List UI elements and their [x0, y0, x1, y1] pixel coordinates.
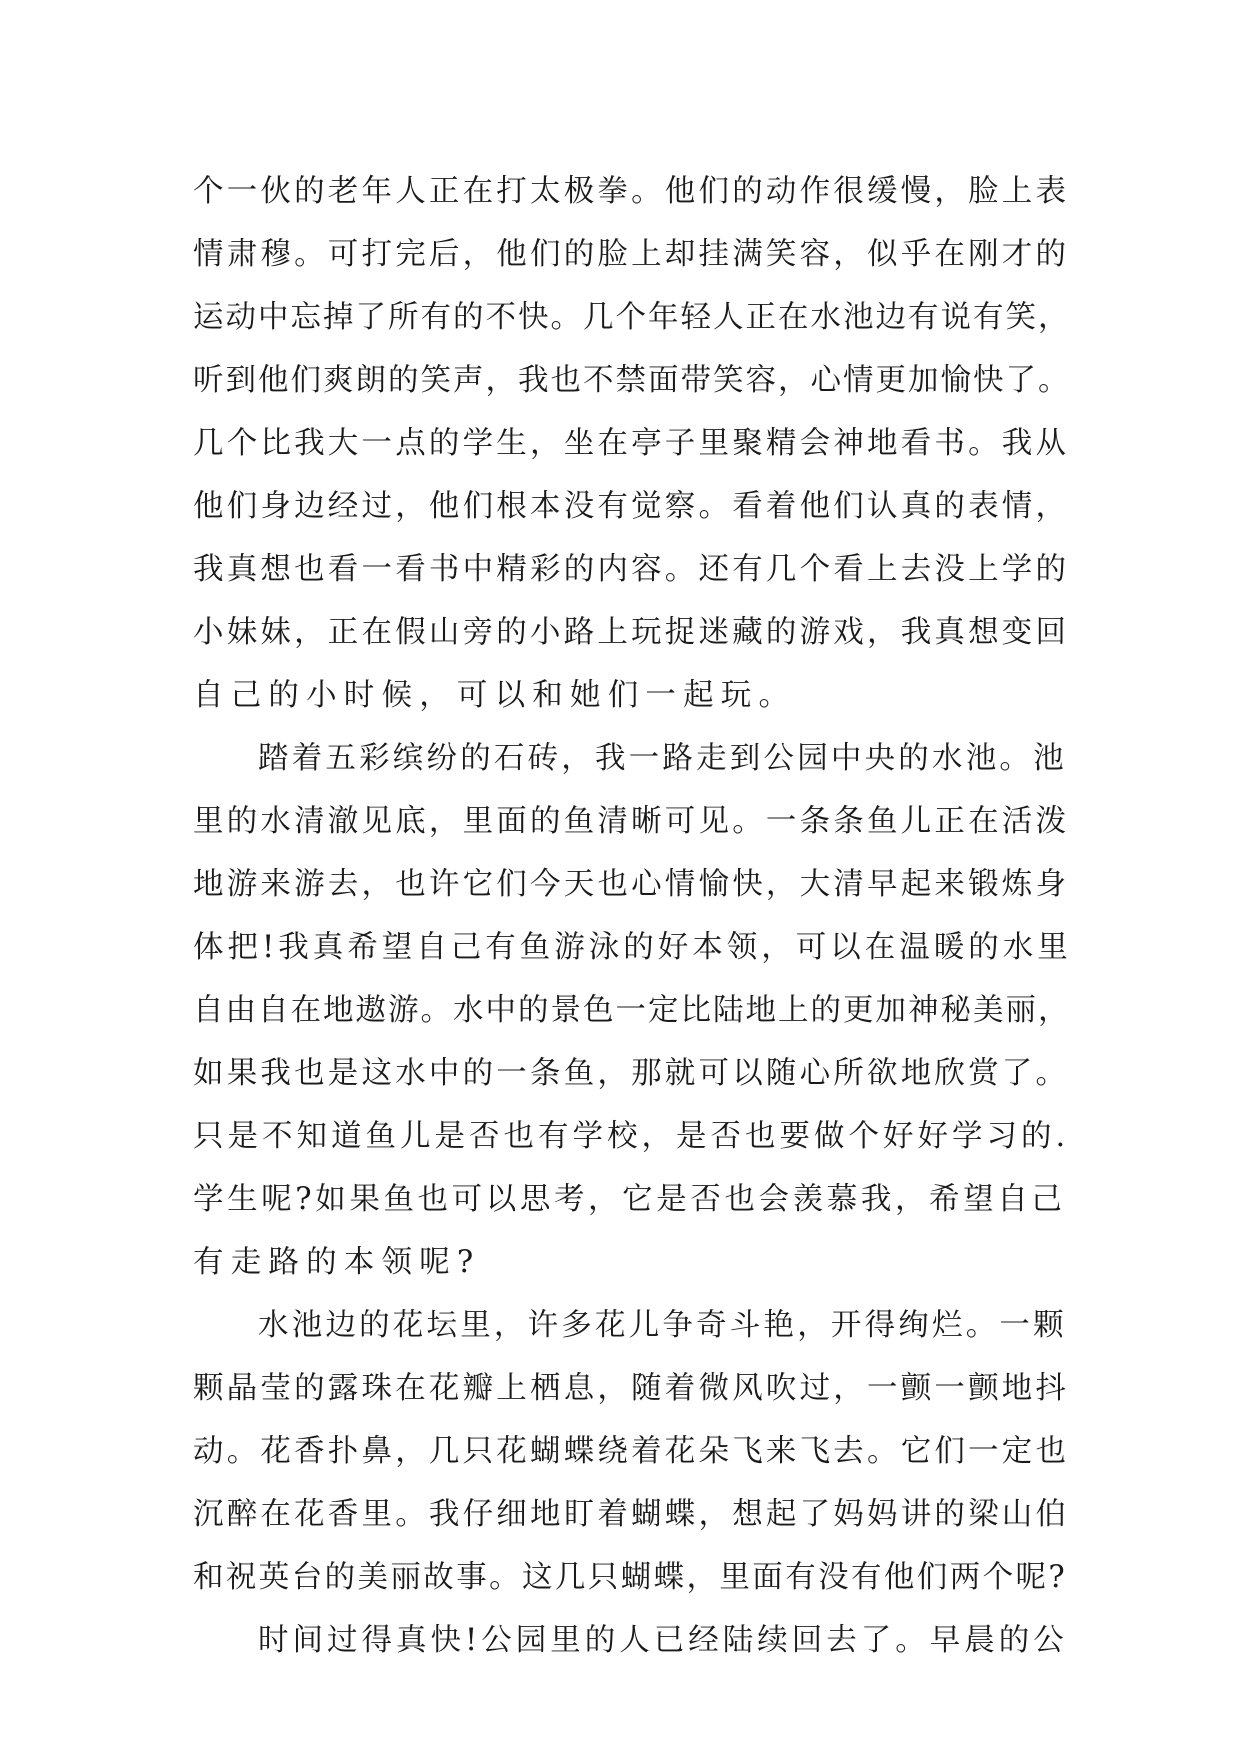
text-line: 体把!我真希望自己有鱼游泳的好本领，可以在温暖的水里: [193, 930, 1072, 965]
text-line: 地游来游去，也许它们今天也心情愉快，大清早起来锻炼身: [193, 867, 1070, 902]
text-line: 自己的小时候，可以和她们一起玩。: [193, 678, 797, 713]
text-line: 情肃穆。可打完后，他们的脸上却挂满笑容，似乎在刚才的: [193, 237, 1070, 272]
text-line: 个一伙的老年人正在打太极拳。他们的动作很缓慢，脸上表: [193, 174, 1070, 209]
paragraph-first-line: 水池边的花坛里，许多花儿争奇斗艳，开得绚烂。一颗: [258, 1308, 1067, 1343]
text-line: 沉醉在花香里。我仔细地盯着蝴蝶，想起了妈妈讲的梁山伯: [193, 1497, 1070, 1532]
text-line: 学生呢?如果鱼也可以思考，它是否也会羡慕我，希望自己: [193, 1182, 1066, 1217]
text-line: 小妹妹，正在假山旁的小路上玩捉迷藏的游戏，我真想变回: [193, 615, 1070, 650]
text-line: 里的水清澈见底，里面的鱼清晰可见。一条条鱼儿正在活泼: [193, 804, 1070, 839]
text-line: 动。花香扑鼻，几只花蝴蝶绕着花朵飞来飞去。它们一定也: [193, 1434, 1070, 1469]
text-line: 运动中忘掉了所有的不快。几个年轻人正在水池边有说有笑，: [193, 300, 1071, 335]
text-line: 自由自在地遨游。水中的景色一定比陆地上的更加神秘美丽，: [193, 993, 1071, 1028]
text-line: 和祝英台的美丽故事。这几只蝴蝶，里面有没有他们两个呢?: [193, 1560, 1068, 1595]
text-line: 他们身边经过，他们根本没有觉察。看着他们认真的表情，: [193, 489, 1070, 524]
paragraph-first-line: 时间过得真快!公园里的人已经陆续回去了。早晨的公: [258, 1623, 1068, 1658]
paragraph-first-line: 踏着五彩缤纷的石砖，我一路走到公园中央的水池。池: [258, 741, 1067, 776]
text-line: 如果我也是这水中的一条鱼，那就可以随心所欲地欣赏了。: [193, 1056, 1070, 1091]
text-line: 只是不知道鱼儿是否也有学校，是否也要做个好好学习的.: [193, 1119, 1070, 1154]
text-line: 有走路的本领呢?: [193, 1245, 481, 1280]
text-line: 听到他们爽朗的笑声，我也不禁面带笑容，心情更加愉快了。: [193, 363, 1071, 398]
essay-text: [193, 160, 1073, 1672]
text-line: 几个比我大一点的学生，坐在亭子里聚精会神地看书。我从: [193, 426, 1070, 461]
text-line: 我真想也看一看书中精彩的内容。还有几个看上去没上学的: [193, 552, 1070, 587]
text-line: 颗晶莹的露珠在花瓣上栖息，随着微风吹过，一颤一颤地抖: [193, 1371, 1070, 1406]
